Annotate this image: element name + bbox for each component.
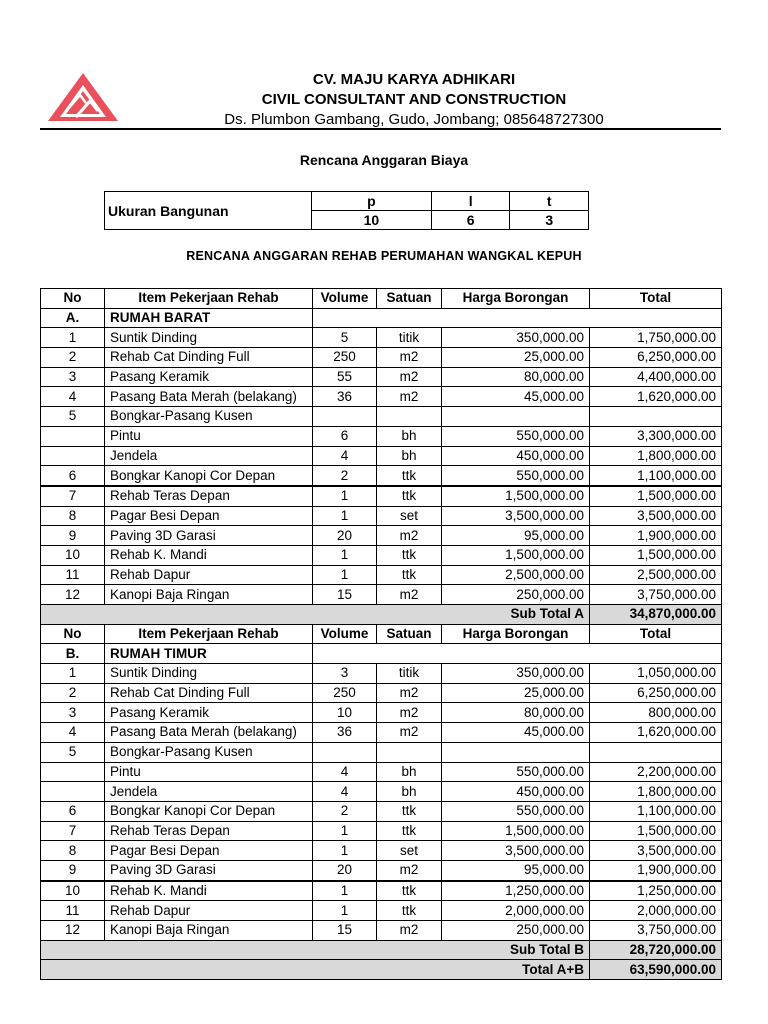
item-price bbox=[442, 407, 590, 427]
item-price: 550,000.00 bbox=[442, 426, 590, 446]
item-no: 8 bbox=[41, 841, 105, 861]
item-no: 4 bbox=[41, 723, 105, 743]
item-total: 3,750,000.00 bbox=[590, 921, 722, 941]
item-price: 450,000.00 bbox=[442, 446, 590, 466]
item-total: 1,800,000.00 bbox=[590, 782, 722, 802]
item-volume: 250 bbox=[313, 683, 377, 703]
table-row bbox=[41, 506, 722, 526]
item-price: 3,500,000.00 bbox=[442, 506, 590, 526]
item-name: Rehab Cat Dinding Full bbox=[105, 683, 313, 703]
col-total-header: Total bbox=[590, 624, 722, 644]
item-unit: set bbox=[377, 841, 442, 861]
item-unit: m2 bbox=[377, 367, 442, 387]
item-unit bbox=[377, 407, 442, 427]
table-row bbox=[41, 348, 722, 368]
grand-total-value: 63,590,000.00 bbox=[590, 960, 722, 980]
item-name: Rehab Dapur bbox=[105, 565, 313, 585]
item-unit: ttk bbox=[377, 821, 442, 841]
item-name: Rehab Dapur bbox=[105, 901, 313, 921]
item-unit: m2 bbox=[377, 703, 442, 723]
subtotal-label: Sub Total A bbox=[41, 605, 590, 625]
item-no bbox=[41, 426, 105, 446]
item-volume: 15 bbox=[313, 585, 377, 605]
table-row bbox=[41, 526, 722, 546]
col-no-header: No bbox=[41, 624, 105, 644]
section-code: A. bbox=[41, 308, 105, 328]
item-unit: bh bbox=[377, 426, 442, 446]
item-volume: 250 bbox=[313, 348, 377, 368]
item-price: 2,500,000.00 bbox=[442, 565, 590, 585]
item-volume: 1 bbox=[313, 506, 377, 526]
item-unit: m2 bbox=[377, 860, 442, 880]
col-item-header: Item Pekerjaan Rehab bbox=[105, 289, 313, 309]
item-price: 80,000.00 bbox=[442, 703, 590, 723]
col-satuan-header: Satuan bbox=[377, 624, 442, 644]
budget-table bbox=[40, 288, 722, 980]
item-total: 1,100,000.00 bbox=[590, 801, 722, 821]
item-total: 1,500,000.00 bbox=[590, 486, 722, 506]
item-no: 12 bbox=[41, 921, 105, 941]
item-name: Rehab Cat Dinding Full bbox=[105, 348, 313, 368]
item-volume: 4 bbox=[313, 762, 377, 782]
header-divider bbox=[40, 128, 721, 130]
item-no: 12 bbox=[41, 585, 105, 605]
item-total: 2,200,000.00 bbox=[590, 762, 722, 782]
section-code: B. bbox=[41, 644, 105, 664]
item-total: 3,300,000.00 bbox=[590, 426, 722, 446]
item-total: 1,800,000.00 bbox=[590, 446, 722, 466]
grand-total-label: Total A+B bbox=[41, 960, 590, 980]
item-no bbox=[41, 446, 105, 466]
item-price: 550,000.00 bbox=[442, 466, 590, 486]
grand-total-row bbox=[41, 960, 722, 980]
item-no: 8 bbox=[41, 506, 105, 526]
subtotal-value: 34,870,000.00 bbox=[590, 605, 722, 625]
item-volume: 1 bbox=[313, 901, 377, 921]
item-total: 6,250,000.00 bbox=[590, 683, 722, 703]
item-no bbox=[41, 762, 105, 782]
item-volume: 1 bbox=[313, 841, 377, 861]
item-unit: titik bbox=[377, 328, 442, 348]
item-total: 1,750,000.00 bbox=[590, 328, 722, 348]
company-type: CIVIL CONSULTANT AND CONSTRUCTION bbox=[261, 91, 567, 108]
item-price bbox=[442, 742, 590, 762]
section-name: RUMAH TIMUR bbox=[105, 644, 313, 664]
item-no: 3 bbox=[41, 703, 105, 723]
table-row bbox=[41, 387, 722, 407]
item-volume: 15 bbox=[313, 921, 377, 941]
table-row bbox=[41, 801, 722, 821]
size-value-t: 3 bbox=[510, 211, 589, 230]
item-total: 3,750,000.00 bbox=[590, 585, 722, 605]
subtotal-label: Sub Total B bbox=[41, 940, 590, 960]
company-address: Ds. Plumbon Gambang, Gudo, Jombang; 085648727300 bbox=[224, 111, 604, 128]
col-item-header: Item Pekerjaan Rehab bbox=[105, 624, 313, 644]
item-total: 3,500,000.00 bbox=[590, 841, 722, 861]
col-harga-header: Harga Borongan bbox=[442, 289, 590, 309]
item-volume: 6 bbox=[313, 426, 377, 446]
item-volume: 1 bbox=[313, 821, 377, 841]
table-row bbox=[41, 407, 722, 427]
item-total: 800,000.00 bbox=[590, 703, 722, 723]
item-name: Kanopi Baja Ringan bbox=[105, 921, 313, 941]
item-total: 1,500,000.00 bbox=[590, 545, 722, 565]
table-row bbox=[41, 426, 722, 446]
item-no: 3 bbox=[41, 367, 105, 387]
item-unit: titik bbox=[377, 664, 442, 684]
item-name: Rehab Teras Depan bbox=[105, 486, 313, 506]
item-price: 350,000.00 bbox=[442, 664, 590, 684]
item-unit: ttk bbox=[377, 881, 442, 901]
item-no: 1 bbox=[41, 328, 105, 348]
item-no: 11 bbox=[41, 901, 105, 921]
item-total: 1,100,000.00 bbox=[590, 466, 722, 486]
item-unit: ttk bbox=[377, 565, 442, 585]
item-total: 1,250,000.00 bbox=[590, 881, 722, 901]
item-no: 9 bbox=[41, 526, 105, 546]
col-satuan-header: Satuan bbox=[377, 289, 442, 309]
item-name: Pasang Bata Merah (belakang) bbox=[105, 387, 313, 407]
item-volume: 1 bbox=[313, 881, 377, 901]
item-unit: bh bbox=[377, 782, 442, 802]
item-total: 1,050,000.00 bbox=[590, 664, 722, 684]
item-name: Bongkar-Pasang Kusen bbox=[105, 742, 313, 762]
item-name: Rehab Teras Depan bbox=[105, 821, 313, 841]
subtotal-row bbox=[41, 940, 722, 960]
item-no: 2 bbox=[41, 683, 105, 703]
col-no-header: No bbox=[41, 289, 105, 309]
table-row bbox=[41, 860, 722, 880]
table-header-row bbox=[41, 289, 722, 309]
table-row bbox=[41, 901, 722, 921]
item-name: Jendela bbox=[105, 782, 313, 802]
col-volume-header: Volume bbox=[313, 624, 377, 644]
item-price: 25,000.00 bbox=[442, 683, 590, 703]
table-row bbox=[41, 703, 722, 723]
item-volume: 1 bbox=[313, 565, 377, 585]
item-price: 550,000.00 bbox=[442, 762, 590, 782]
item-name: Bongkar-Pasang Kusen bbox=[105, 407, 313, 427]
building-size-table bbox=[104, 191, 589, 230]
item-volume: 3 bbox=[313, 664, 377, 684]
item-total: 1,500,000.00 bbox=[590, 821, 722, 841]
col-harga-header: Harga Borongan bbox=[442, 624, 590, 644]
item-no: 6 bbox=[41, 466, 105, 486]
size-value-p: 10 bbox=[312, 211, 432, 230]
section-name: RUMAH BARAT bbox=[105, 308, 313, 328]
subtotal-row bbox=[41, 605, 722, 625]
item-total: 1,900,000.00 bbox=[590, 526, 722, 546]
item-no: 11 bbox=[41, 565, 105, 585]
item-volume: 2 bbox=[313, 801, 377, 821]
item-price: 45,000.00 bbox=[442, 387, 590, 407]
item-price: 350,000.00 bbox=[442, 328, 590, 348]
item-volume: 4 bbox=[313, 782, 377, 802]
table-row bbox=[41, 821, 722, 841]
item-price: 2,000,000.00 bbox=[442, 901, 590, 921]
item-price: 450,000.00 bbox=[442, 782, 590, 802]
item-volume: 55 bbox=[313, 367, 377, 387]
item-name: Pagar Besi Depan bbox=[105, 841, 313, 861]
item-volume: 1 bbox=[313, 545, 377, 565]
col-total-header: Total bbox=[590, 289, 722, 309]
company-logo-icon bbox=[46, 71, 120, 123]
item-name: Suntik Dinding bbox=[105, 328, 313, 348]
size-header-t: t bbox=[510, 192, 589, 211]
item-volume: 10 bbox=[313, 703, 377, 723]
table-header-row bbox=[41, 624, 722, 644]
table-row bbox=[41, 328, 722, 348]
table-row bbox=[41, 683, 722, 703]
item-no: 4 bbox=[41, 387, 105, 407]
item-name: Pasang Bata Merah (belakang) bbox=[105, 723, 313, 743]
item-total: 4,400,000.00 bbox=[590, 367, 722, 387]
item-price: 250,000.00 bbox=[442, 585, 590, 605]
item-price: 1,500,000.00 bbox=[442, 545, 590, 565]
table-row bbox=[41, 486, 722, 506]
item-no: 6 bbox=[41, 801, 105, 821]
item-name: Pintu bbox=[105, 426, 313, 446]
table-row bbox=[41, 466, 722, 486]
item-unit: ttk bbox=[377, 545, 442, 565]
item-unit: ttk bbox=[377, 801, 442, 821]
item-name: Pasang Keramik bbox=[105, 367, 313, 387]
item-no: 5 bbox=[41, 407, 105, 427]
item-unit: m2 bbox=[377, 921, 442, 941]
subtotal-value: 28,720,000.00 bbox=[590, 940, 722, 960]
item-unit: m2 bbox=[377, 526, 442, 546]
item-name: Pagar Besi Depan bbox=[105, 506, 313, 526]
item-price: 95,000.00 bbox=[442, 526, 590, 546]
table-row bbox=[41, 565, 722, 585]
item-total: 2,500,000.00 bbox=[590, 565, 722, 585]
section-row bbox=[41, 308, 722, 328]
table-row bbox=[41, 545, 722, 565]
item-price: 95,000.00 bbox=[442, 860, 590, 880]
item-no: 2 bbox=[41, 348, 105, 368]
table-row bbox=[41, 446, 722, 466]
item-volume: 36 bbox=[313, 387, 377, 407]
item-price: 3,500,000.00 bbox=[442, 841, 590, 861]
document-title: Rencana Anggaran Biaya bbox=[299, 152, 469, 168]
item-volume bbox=[313, 407, 377, 427]
item-name: Suntik Dinding bbox=[105, 664, 313, 684]
item-unit: m2 bbox=[377, 387, 442, 407]
table-row bbox=[41, 782, 722, 802]
col-volume-header: Volume bbox=[313, 289, 377, 309]
item-name: Paving 3D Garasi bbox=[105, 526, 313, 546]
item-total: 3,500,000.00 bbox=[590, 506, 722, 526]
company-name: CV. MAJU KARYA ADHIKARI bbox=[312, 71, 516, 88]
item-volume: 20 bbox=[313, 860, 377, 880]
size-header-p: p bbox=[312, 192, 432, 211]
item-price: 550,000.00 bbox=[442, 801, 590, 821]
item-name: Bongkar Kanopi Cor Depan bbox=[105, 466, 313, 486]
item-name: Paving 3D Garasi bbox=[105, 860, 313, 880]
item-unit: set bbox=[377, 506, 442, 526]
item-total bbox=[590, 742, 722, 762]
item-no: 7 bbox=[41, 486, 105, 506]
item-unit: bh bbox=[377, 446, 442, 466]
item-unit: bh bbox=[377, 762, 442, 782]
item-no: 10 bbox=[41, 881, 105, 901]
item-no: 10 bbox=[41, 545, 105, 565]
size-header-l: l bbox=[431, 192, 510, 211]
item-name: Rehab K. Mandi bbox=[105, 545, 313, 565]
item-price: 1,500,000.00 bbox=[442, 486, 590, 506]
item-no: 9 bbox=[41, 860, 105, 880]
item-name: Rehab K. Mandi bbox=[105, 881, 313, 901]
table-row bbox=[41, 841, 722, 861]
item-total bbox=[590, 407, 722, 427]
item-unit: m2 bbox=[377, 348, 442, 368]
item-volume: 4 bbox=[313, 446, 377, 466]
item-volume: 20 bbox=[313, 526, 377, 546]
item-no: 1 bbox=[41, 664, 105, 684]
table-row bbox=[41, 921, 722, 941]
item-total: 1,620,000.00 bbox=[590, 387, 722, 407]
item-unit: m2 bbox=[377, 723, 442, 743]
item-price: 250,000.00 bbox=[442, 921, 590, 941]
budget-subtitle: RENCANA ANGGARAN REHAB PERUMAHAN WANGKAL KEPUH bbox=[186, 249, 582, 263]
table-row bbox=[41, 664, 722, 684]
item-price: 45,000.00 bbox=[442, 723, 590, 743]
item-unit: m2 bbox=[377, 585, 442, 605]
item-price: 25,000.00 bbox=[442, 348, 590, 368]
item-total: 2,000,000.00 bbox=[590, 901, 722, 921]
item-volume: 2 bbox=[313, 466, 377, 486]
item-name: Jendela bbox=[105, 446, 313, 466]
item-no bbox=[41, 782, 105, 802]
item-unit: m2 bbox=[377, 683, 442, 703]
item-total: 6,250,000.00 bbox=[590, 348, 722, 368]
table-row bbox=[41, 881, 722, 901]
item-total: 1,620,000.00 bbox=[590, 723, 722, 743]
item-name: Bongkar Kanopi Cor Depan bbox=[105, 801, 313, 821]
item-name: Kanopi Baja Ringan bbox=[105, 585, 313, 605]
item-name: Pasang Keramik bbox=[105, 703, 313, 723]
item-unit bbox=[377, 742, 442, 762]
item-unit: ttk bbox=[377, 466, 442, 486]
item-volume: 36 bbox=[313, 723, 377, 743]
item-price: 1,500,000.00 bbox=[442, 821, 590, 841]
item-no: 5 bbox=[41, 742, 105, 762]
item-name: Pintu bbox=[105, 762, 313, 782]
item-volume: 1 bbox=[313, 486, 377, 506]
item-no: 7 bbox=[41, 821, 105, 841]
table-row bbox=[41, 585, 722, 605]
building-size-label: Ukuran Bangunan bbox=[105, 192, 312, 230]
item-price: 80,000.00 bbox=[442, 367, 590, 387]
item-volume: 5 bbox=[313, 328, 377, 348]
item-volume bbox=[313, 742, 377, 762]
item-total: 1,900,000.00 bbox=[590, 860, 722, 880]
item-price: 1,250,000.00 bbox=[442, 881, 590, 901]
section-row bbox=[41, 644, 722, 664]
item-unit: ttk bbox=[377, 486, 442, 506]
table-row bbox=[41, 762, 722, 782]
table-row bbox=[41, 367, 722, 387]
item-unit: ttk bbox=[377, 901, 442, 921]
size-value-l: 6 bbox=[431, 211, 510, 230]
table-row bbox=[41, 742, 722, 762]
table-row bbox=[41, 723, 722, 743]
